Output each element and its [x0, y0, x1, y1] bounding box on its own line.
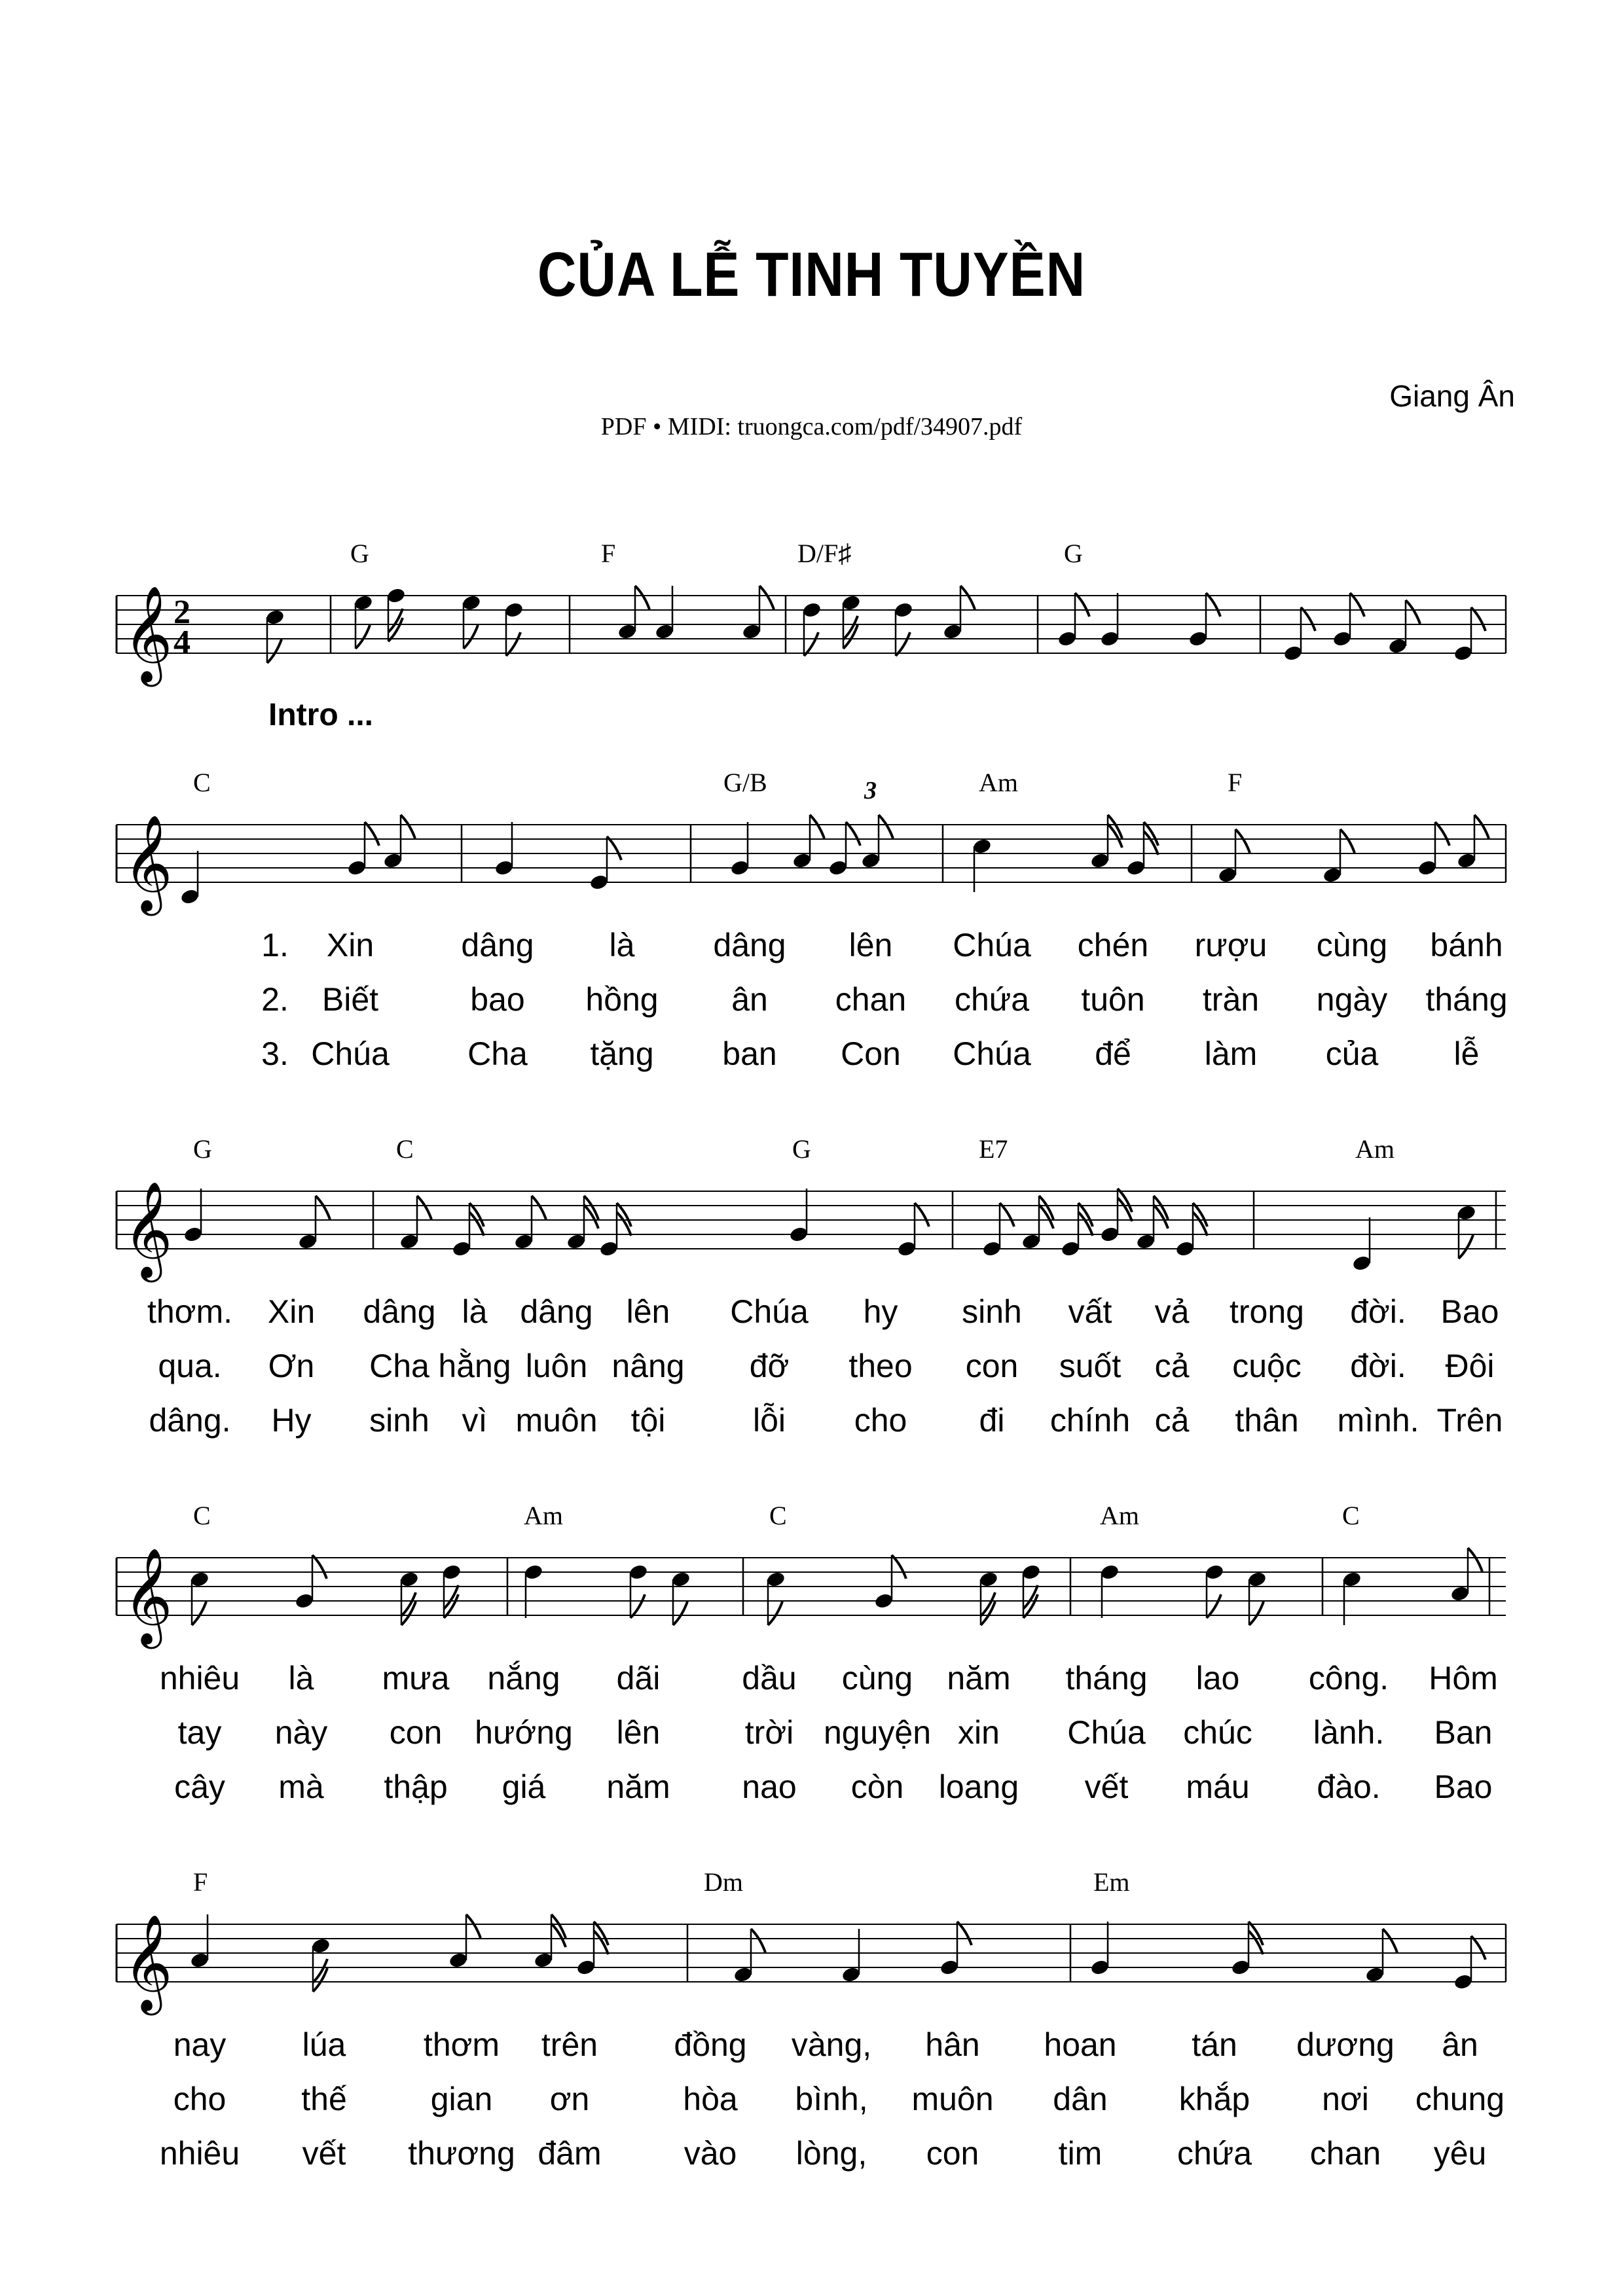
lyric-verse-1 [0, 1659, 1623, 1712]
lyric-syllable: lành. [1313, 1714, 1385, 1751]
note-flag [1075, 593, 1089, 617]
note-flag [751, 1929, 765, 1952]
lyric-syllable: trên [541, 2026, 598, 2063]
lyric-syllable: Chúa [1067, 1714, 1146, 1751]
chord-symbol: Am [979, 768, 1018, 797]
lyric-syllable: nay [173, 2026, 227, 2063]
note-flag [879, 815, 893, 838]
lyric-syllable: năm [947, 1660, 1011, 1696]
note-flag [1249, 1602, 1264, 1625]
lyric-syllable: nao [742, 1768, 797, 1805]
lyric-syllable: mà [278, 1768, 324, 1805]
lyric-syllable: tội [630, 1402, 666, 1439]
chord-symbol: G [193, 1134, 212, 1164]
lyric-verse-3 [0, 1768, 1623, 1820]
note-flag [1435, 822, 1450, 846]
lyric-syllable: lên [616, 1714, 661, 1751]
lyric-syllable: dâng. [149, 1402, 231, 1439]
lyric-syllable: Con [841, 1035, 901, 1072]
note-flag [635, 586, 649, 609]
lyric-verse-3 [0, 1401, 1623, 1454]
lyric-syllable: Ơn [268, 1348, 315, 1384]
tuplet-number: 3 [864, 777, 877, 804]
lyric-syllable: ân [1442, 2026, 1478, 2063]
lyric-syllable: chính [1049, 1402, 1131, 1439]
note-flag [1235, 829, 1250, 853]
lyric-syllable: 3. [261, 1035, 289, 1072]
lyric-syllable: là [609, 927, 635, 963]
chord-symbol: F [601, 539, 616, 568]
note-flag [957, 1922, 972, 1945]
lyric-syllable: 1. [261, 927, 289, 963]
lyric-syllable: dâng [520, 1293, 593, 1330]
lyric-verse-2 [0, 1713, 1623, 1766]
lyric-syllable: Xin [267, 1293, 316, 1330]
lyric-syllable: ban [722, 1035, 777, 1072]
time-signature-bottom: 4 [173, 624, 191, 661]
note-flag [1406, 600, 1420, 624]
note-flag [1471, 607, 1486, 631]
lyric-syllable: vào [684, 2135, 737, 2172]
intro-label: Intro ... [268, 698, 373, 732]
lyric-syllable: nắng [487, 1660, 560, 1696]
lyric-syllable: dãi [616, 1660, 661, 1696]
lyric-syllable: để [1095, 1035, 1131, 1072]
lyric-syllable: sinh [369, 1402, 429, 1439]
note-flag [1350, 593, 1364, 617]
lyric-syllable: nhiêu [159, 1660, 240, 1696]
note-flag [630, 1594, 645, 1618]
note-flag [1206, 593, 1220, 617]
note-flag [1471, 1936, 1486, 1960]
staff-system-1 [0, 539, 1623, 785]
note-flag [417, 1196, 431, 1219]
source-link[interactable]: PDF • MIDI: truongca.com/pdf/34907.pdf [600, 413, 1023, 440]
lyric-syllable: qua. [158, 1348, 222, 1384]
chord-symbol: Am [1100, 1501, 1139, 1530]
note-flag [768, 1602, 782, 1625]
chord-symbol: C [769, 1501, 787, 1530]
lyric-syllable: theo [848, 1348, 913, 1384]
lyric-syllable: vàng, [791, 2026, 872, 2063]
lyric-syllable: lúa [302, 2026, 346, 2063]
lyric-syllable: nguyện [823, 1714, 932, 1751]
lyric-syllable: chung [1415, 2081, 1505, 2117]
lyric-syllable: hướng [475, 1714, 573, 1751]
lyric-syllable: hằng [438, 1348, 511, 1384]
lyric-syllable: Chúa [311, 1035, 390, 1072]
lyric-syllable: muôn [515, 1402, 598, 1439]
lyric-syllable: Bao [1440, 1293, 1499, 1330]
lyric-syllable: cùng [841, 1660, 913, 1696]
lyric-syllable: giá [501, 1768, 546, 1805]
lyric-syllable: dầu [742, 1660, 797, 1696]
lyric-syllable: Chúa [953, 927, 1031, 963]
lyric-syllable: Hôm [1429, 1660, 1498, 1696]
lyric-syllable: Cha [369, 1348, 429, 1384]
note-flag [312, 1555, 327, 1579]
note-flag [1301, 607, 1315, 631]
lyric-verse-1 [0, 1293, 1623, 1345]
lyric-syllable: Chúa [953, 1035, 1031, 1072]
chord-symbol: C [193, 1501, 211, 1530]
composer-name: Giang Ân [1389, 379, 1515, 413]
note-flag [915, 1203, 929, 1227]
note-flag [192, 1602, 206, 1625]
lyric-syllable: nơi [1322, 2081, 1369, 2117]
lyric-syllable: đào. [1317, 1768, 1381, 1805]
lyric-syllable: loang [938, 1768, 1019, 1805]
note-flag [267, 639, 282, 663]
lyric-syllable: dâng [363, 1293, 436, 1330]
lyric-syllable: ngày [1316, 981, 1388, 1018]
lyric-syllable: nhiêu [159, 2135, 240, 2172]
chord-symbol: Dm [704, 1867, 743, 1897]
note-flag [466, 1914, 481, 1938]
chord-symbol: C [396, 1134, 414, 1164]
lyric-syllable: vết [302, 2135, 346, 2172]
lyric-syllable: tán [1192, 2026, 1237, 2063]
lyric-syllable: trong [1230, 1293, 1304, 1330]
note-flag [506, 632, 520, 656]
chord-symbol: G [350, 539, 369, 568]
lyric-syllable: vết [1084, 1768, 1129, 1805]
lyric-syllable: Trên [1436, 1402, 1503, 1439]
lyric-syllable: cho [854, 1402, 907, 1439]
note-flag [810, 815, 824, 838]
lyric-syllable: bình, [795, 2081, 868, 2117]
lyric-syllable: con [389, 1714, 443, 1751]
note-flag [804, 632, 818, 656]
lyric-syllable: tháng [1425, 981, 1508, 1018]
note-flag [401, 815, 415, 838]
lyric-syllable: thơm. [147, 1293, 233, 1330]
lyric-syllable: hồng [585, 981, 659, 1018]
lyric-syllable: làm [1204, 1035, 1258, 1072]
lyric-syllable: đời. [1350, 1293, 1406, 1330]
chord-symbol: Am [1355, 1134, 1395, 1164]
lyric-syllable: đồng [674, 2026, 747, 2063]
lyric-syllable: chan [835, 981, 907, 1018]
note-flag [896, 632, 910, 656]
lyric-verse-2 [0, 2080, 1623, 2132]
lyric-syllable: luôn [525, 1348, 588, 1384]
note-flag [607, 836, 621, 860]
lyric-syllable: cả [1154, 1402, 1190, 1439]
lyric-syllable: lên [848, 927, 893, 963]
note-flag [846, 822, 860, 846]
chord-symbol: G [792, 1134, 811, 1164]
lyric-syllable: lỗi [752, 1402, 786, 1439]
lyric-syllable: Cha [467, 1035, 528, 1072]
chord-symbol: F [1228, 768, 1243, 797]
lyric-syllable: công. [1308, 1660, 1389, 1696]
lyric-syllable: cây [174, 1768, 225, 1805]
treble-clef: 𝄞 [123, 1547, 173, 1645]
lyric-syllable: ơn [549, 2081, 590, 2117]
lyric-syllable: cùng [1316, 927, 1388, 963]
treble-clef: 𝄞 [123, 1914, 173, 2011]
chord-symbol: D/F♯ [797, 539, 852, 568]
lyric-syllable: tràn [1202, 981, 1260, 1018]
lyric-syllable: ân [731, 981, 768, 1018]
chord-symbol: C [1342, 1501, 1360, 1530]
lyric-syllable: đâm [538, 2135, 602, 2172]
lyric-syllable: suốt [1059, 1348, 1122, 1384]
lyric-syllable: dân [1053, 2081, 1108, 2117]
lyric-syllable: mình. [1337, 1402, 1419, 1439]
lyric-syllable: dâng [713, 927, 786, 963]
lyric-syllable: thơm [423, 2026, 500, 2063]
lyric-syllable: 2. [261, 981, 289, 1018]
treble-clef: 𝄞 [123, 1181, 173, 1278]
chord-symbol: E7 [979, 1134, 1008, 1164]
note-flag [316, 1196, 330, 1219]
lyric-syllable: Hy [271, 1402, 312, 1439]
lyric-syllable: cho [173, 2081, 227, 2117]
lyric-syllable: gian [430, 2081, 493, 2117]
lyric-syllable: tuôn [1081, 981, 1145, 1018]
chord-symbol: G [1064, 539, 1083, 568]
lyric-syllable: thân [1235, 1402, 1299, 1439]
lyric-syllable: thế [301, 2081, 347, 2117]
note-flag [464, 625, 478, 649]
lyric-verse-2 [0, 1347, 1623, 1399]
treble-clef: 𝄞 [123, 585, 173, 683]
lyric-syllable: hy [863, 1293, 898, 1330]
note-flag [1474, 815, 1489, 838]
lyric-syllable: hòa [683, 2081, 738, 2117]
lyric-verse-3 [0, 1035, 1623, 1087]
lyric-syllable: là [288, 1660, 314, 1696]
lyric-syllable: thập [384, 1768, 448, 1805]
lyric-syllable: máu [1186, 1768, 1250, 1805]
note-flag [1000, 1203, 1014, 1227]
lyric-syllable: đi [979, 1402, 1005, 1439]
lyric-syllable: của [1325, 1035, 1379, 1072]
lyric-syllable: muôn [911, 2081, 994, 2117]
lyric-syllable: con [965, 1348, 1019, 1384]
lyric-syllable: cuộc [1232, 1348, 1302, 1384]
lyric-syllable: yêu [1433, 2135, 1487, 2172]
note-flag [960, 586, 975, 609]
lyric-syllable: tặng [590, 1035, 654, 1072]
lyric-syllable: Biết [321, 981, 379, 1018]
chord-symbol: C [193, 768, 211, 797]
treble-clef: 𝄞 [123, 814, 173, 912]
lyric-syllable: khắp [1178, 2081, 1250, 2117]
chord-symbol: F [193, 1867, 208, 1897]
chord-symbol: Em [1093, 1867, 1130, 1897]
lyric-syllable: mưa [382, 1660, 450, 1696]
lyric-syllable: chúc [1183, 1714, 1252, 1751]
lyric-syllable: dương [1296, 2026, 1395, 2063]
note-flag [1340, 829, 1355, 853]
lyric-syllable: lên [626, 1293, 670, 1330]
lyric-syllable: chén [1077, 927, 1149, 963]
staff-notation [0, 576, 1623, 785]
note-flag [532, 1196, 546, 1219]
note-flag [1207, 1594, 1221, 1618]
lyric-syllable: rượu [1194, 927, 1267, 963]
lyric-syllable: bánh [1430, 927, 1503, 963]
note-flag [892, 1555, 906, 1579]
chord-symbol: Am [524, 1501, 563, 1530]
lyric-syllable: trời [744, 1714, 794, 1751]
lyric-syllable: lòng, [795, 2135, 867, 2172]
lyric-syllable: vả [1154, 1293, 1190, 1330]
lyric-syllable: lao [1195, 1660, 1240, 1696]
lyric-syllable: tay [177, 1714, 222, 1751]
lyric-syllable: hoan [1044, 2026, 1117, 2063]
lyric-syllable: thương [408, 2135, 515, 2172]
lyric-syllable: sinh [962, 1293, 1022, 1330]
lyric-syllable: là [462, 1293, 488, 1330]
lyric-syllable: năm [606, 1768, 670, 1805]
lyric-syllable: chan [1309, 2135, 1381, 2172]
lyric-verse-1 [0, 2026, 1623, 2078]
note-flag [1468, 1548, 1482, 1571]
lyric-syllable: còn [850, 1768, 904, 1805]
lyric-verse-1 [0, 926, 1623, 978]
lyric-syllable: con [926, 2135, 979, 2172]
lyric-syllable: Chúa [730, 1293, 809, 1330]
chord-symbol: G/B [723, 768, 767, 797]
lyric-verse-2 [0, 980, 1623, 1033]
lyric-syllable: này [274, 1714, 328, 1751]
lyric-syllable: đỡ [749, 1348, 790, 1384]
lyric-syllable: lễ [1453, 1035, 1480, 1072]
note-flag [365, 822, 379, 846]
lyric-syllable: vất [1068, 1293, 1112, 1330]
lyric-verse-3 [0, 2134, 1623, 2187]
lyric-syllable: Đôi [1445, 1348, 1495, 1384]
lyric-syllable: vì [462, 1402, 488, 1439]
song-title: CỦA LỄ TINH TUYỀN [537, 240, 1086, 310]
lyric-syllable: tim [1058, 2135, 1103, 2172]
lyric-syllable: chứa [1176, 2135, 1252, 2172]
note-flag [673, 1602, 687, 1625]
lyric-syllable: Bao [1434, 1768, 1493, 1805]
lyric-syllable: xin [958, 1714, 1000, 1751]
lyric-syllable: đời. [1350, 1348, 1406, 1384]
note-flag [1459, 1235, 1473, 1259]
lyric-syllable: chứa [954, 981, 1030, 1018]
lyric-syllable: tháng [1065, 1660, 1148, 1696]
lyric-syllable: nâng [611, 1348, 685, 1384]
note-flag [356, 625, 370, 649]
time-signature-top: 2 [173, 594, 191, 631]
lyric-syllable: dâng [461, 927, 534, 963]
lyric-syllable: Ban [1434, 1714, 1493, 1751]
lyric-syllable: cả [1154, 1348, 1190, 1384]
lyric-syllable: hân [925, 2026, 980, 2063]
note-flag [1383, 1929, 1397, 1952]
note-flag [759, 586, 774, 609]
lyric-syllable: bao [470, 981, 525, 1018]
lyric-syllable: Xin [326, 927, 374, 963]
